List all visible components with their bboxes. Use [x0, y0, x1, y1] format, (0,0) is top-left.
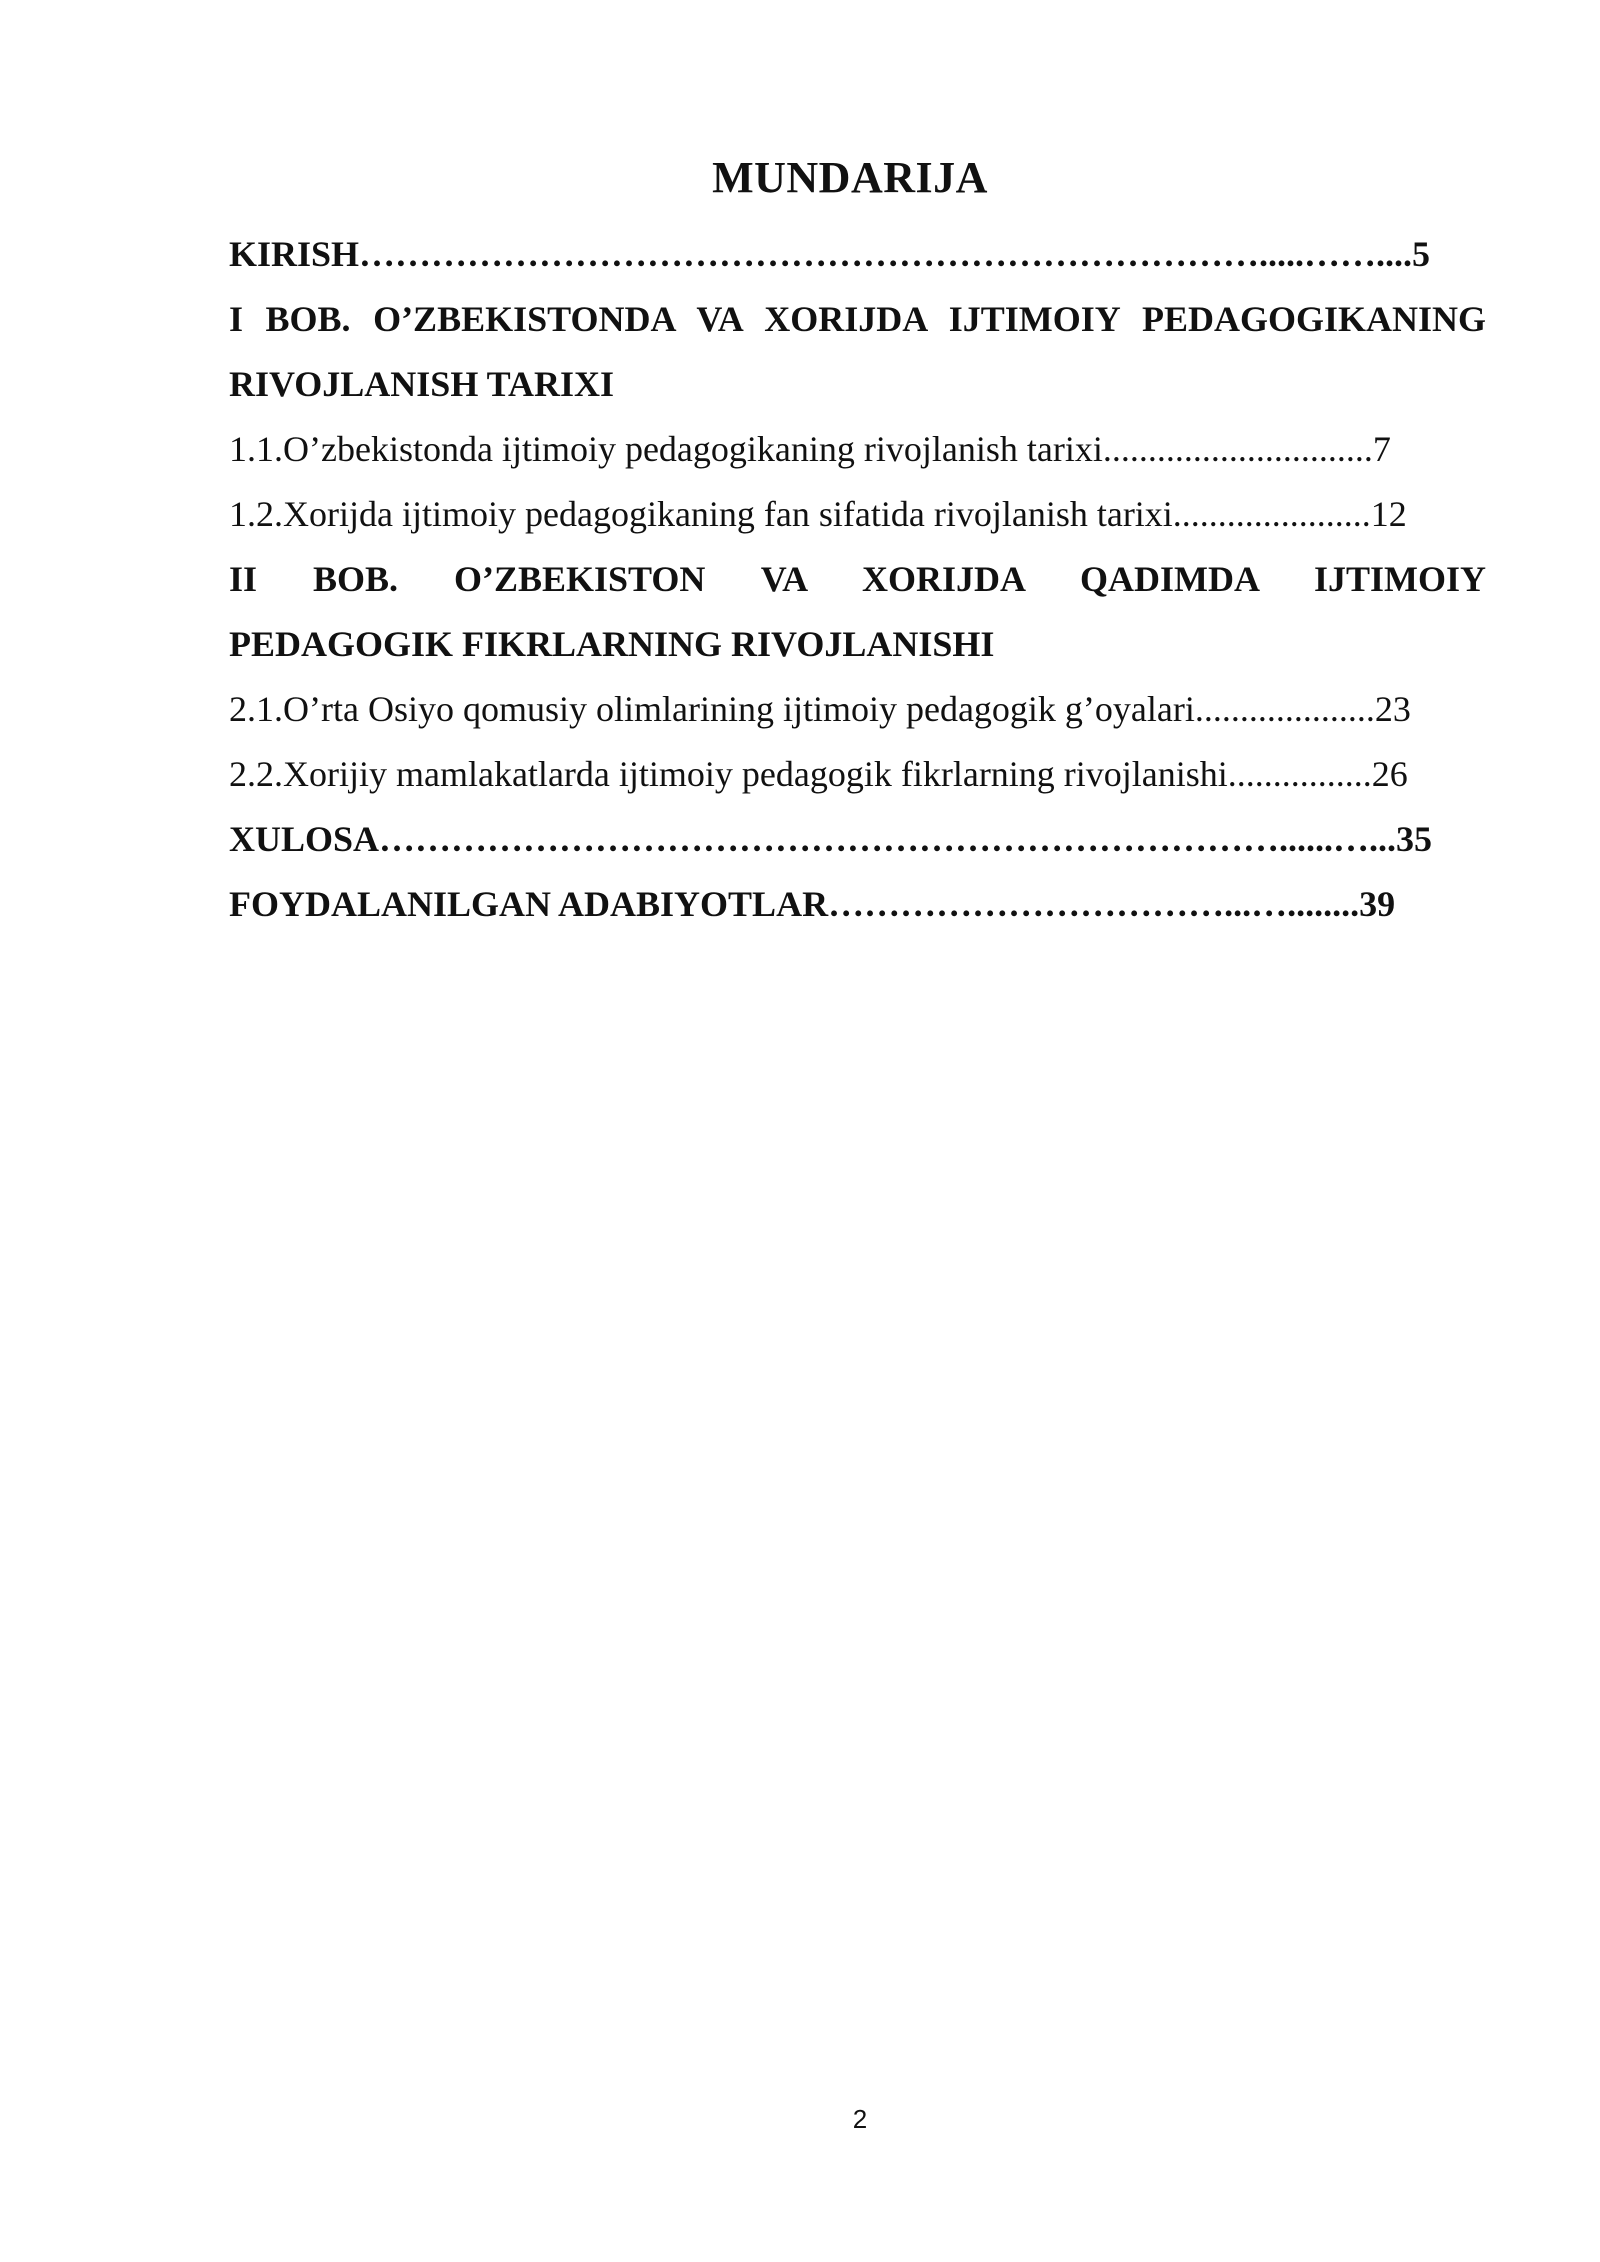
toc-entry-2-1[interactable]: 2.1.O’rta Osiyo qomusiy olimlarining ijtimoiy pedagogik g’oyalari....................23: [229, 689, 1411, 729]
toc-entry-kirish[interactable]: KIRISH………………………………………………………………….....……....5: [229, 234, 1431, 274]
toc-entry-1-1[interactable]: 1.1.O’zbekistonda ijtimoiy pedagogikaning rivojlanish tarixi..............................7: [229, 429, 1391, 469]
toc-entry-foydalanilgan-adabiyotlar[interactable]: FOYDALANILGAN ADABIYOTLAR……………………………...…........39: [229, 884, 1396, 924]
page-number: 2: [852, 2104, 868, 2134]
toc-chapter-1-title-line2: RIVOJLANISH TARIXI: [229, 364, 615, 404]
page-title: MUNDARIJA: [712, 153, 988, 202]
toc-entry-2-2[interactable]: 2.2.Xorijiy mamlakatlarda ijtimoiy pedagogik fikrlarning rivojlanishi................26: [229, 754, 1408, 794]
toc-chapter-2-title-line2: PEDAGOGIK FIKRLARNING RIVOJLANISHI: [229, 624, 995, 664]
toc-entry-1-2[interactable]: 1.2.Xorijda ijtimoiy pedagogikaning fan sifatida rivojlanish tarixi......................12: [229, 494, 1407, 534]
toc-entry-xulosa[interactable]: XULOSA…………………………………………………………………......…...35: [229, 819, 1433, 859]
toc-chapter-2[interactable]: [229, 547, 1486, 677]
toc-chapter-1-title-line1: I BOB. O’ZBEKISTONDA VA XORIJDA IJTIMOIY PEDAGOGIKANING: [229, 299, 1486, 339]
toc-chapter-1[interactable]: [229, 287, 1486, 417]
table-of-contents: [229, 222, 1486, 937]
toc-chapter-2-title-line1: II BOB. O’ZBEKISTON VA XORIJDA QADIMDA IJTIMOIY: [229, 559, 1486, 599]
